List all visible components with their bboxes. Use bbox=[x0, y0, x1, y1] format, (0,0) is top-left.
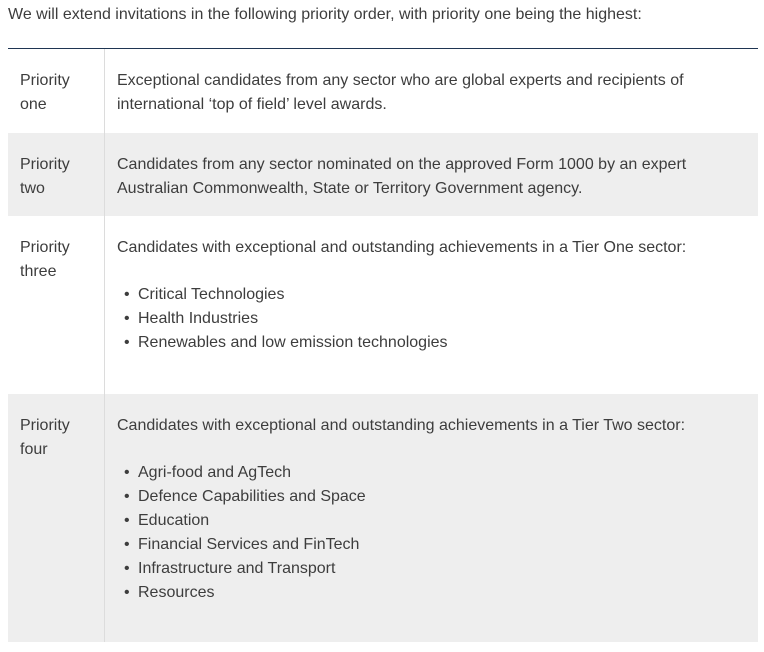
priority-label: Priority four bbox=[20, 417, 70, 458]
sector-list-item bbox=[124, 307, 718, 331]
bullet-icon: • bbox=[124, 536, 130, 553]
priority-label: Priority one bbox=[20, 72, 70, 113]
priority-label-cell bbox=[8, 216, 105, 394]
priority-label-cell bbox=[8, 133, 105, 216]
priority-description: Candidates from any sector nominated on the approved Form 1000 by an expert Australian Commonwealth, State or Territory Government agency. bbox=[117, 156, 687, 197]
sector-list-item bbox=[124, 485, 718, 509]
sector-name: Infrastructure and Transport bbox=[138, 560, 336, 577]
priority-row-four bbox=[8, 394, 758, 642]
sector-name: Agri-food and AgTech bbox=[138, 464, 291, 481]
sector-list-item bbox=[124, 283, 718, 307]
sector-list-item bbox=[124, 461, 718, 485]
sector-list-item bbox=[124, 509, 718, 533]
bullet-icon: • bbox=[124, 334, 130, 351]
priority-description-cell bbox=[105, 394, 758, 642]
sector-list bbox=[117, 283, 718, 355]
priority-label: Priority three bbox=[20, 239, 70, 280]
priority-row-three bbox=[8, 216, 758, 394]
priority-label-cell bbox=[8, 49, 105, 133]
sector-name: Education bbox=[138, 512, 210, 529]
bullet-icon: • bbox=[124, 584, 130, 601]
bullet-icon: • bbox=[124, 488, 130, 505]
bullet-icon: • bbox=[124, 286, 130, 303]
priority-table bbox=[8, 48, 758, 642]
intro-text: We will extend invitations in the following priority order, with priority one being the highest: bbox=[8, 6, 642, 23]
sector-list-item bbox=[124, 581, 718, 605]
priority-label: Priority two bbox=[20, 156, 70, 197]
sector-list-item bbox=[124, 331, 718, 355]
bullet-icon: • bbox=[124, 512, 130, 529]
sector-list-item bbox=[124, 557, 718, 581]
sector-name: Health Industries bbox=[138, 310, 259, 327]
bullet-icon: • bbox=[124, 310, 130, 327]
priority-description-cell bbox=[105, 216, 758, 394]
bullet-icon: • bbox=[124, 464, 130, 481]
priority-description: Candidates with exceptional and outstanding achievements in a Tier Two sector: bbox=[117, 417, 686, 434]
priority-description-cell bbox=[105, 49, 758, 133]
priority-description: Exceptional candidates from any sector who are global experts and recipients of international ‘top of field’ level awards. bbox=[117, 72, 684, 113]
sector-name: Defence Capabilities and Space bbox=[138, 488, 366, 505]
priority-row-two bbox=[8, 133, 758, 216]
priority-row-one bbox=[8, 49, 758, 133]
sector-name: Renewables and low emission technologies bbox=[138, 334, 448, 351]
bullet-icon: • bbox=[124, 560, 130, 577]
sector-list-item bbox=[124, 533, 718, 557]
sector-name: Critical Technologies bbox=[138, 286, 285, 303]
sector-name: Financial Services and FinTech bbox=[138, 536, 360, 553]
priority-description-cell bbox=[105, 133, 758, 216]
priority-label-cell bbox=[8, 394, 105, 642]
sector-name: Resources bbox=[138, 584, 215, 601]
priority-description: Candidates with exceptional and outstanding achievements in a Tier One sector: bbox=[117, 239, 687, 256]
sector-list bbox=[117, 461, 718, 605]
